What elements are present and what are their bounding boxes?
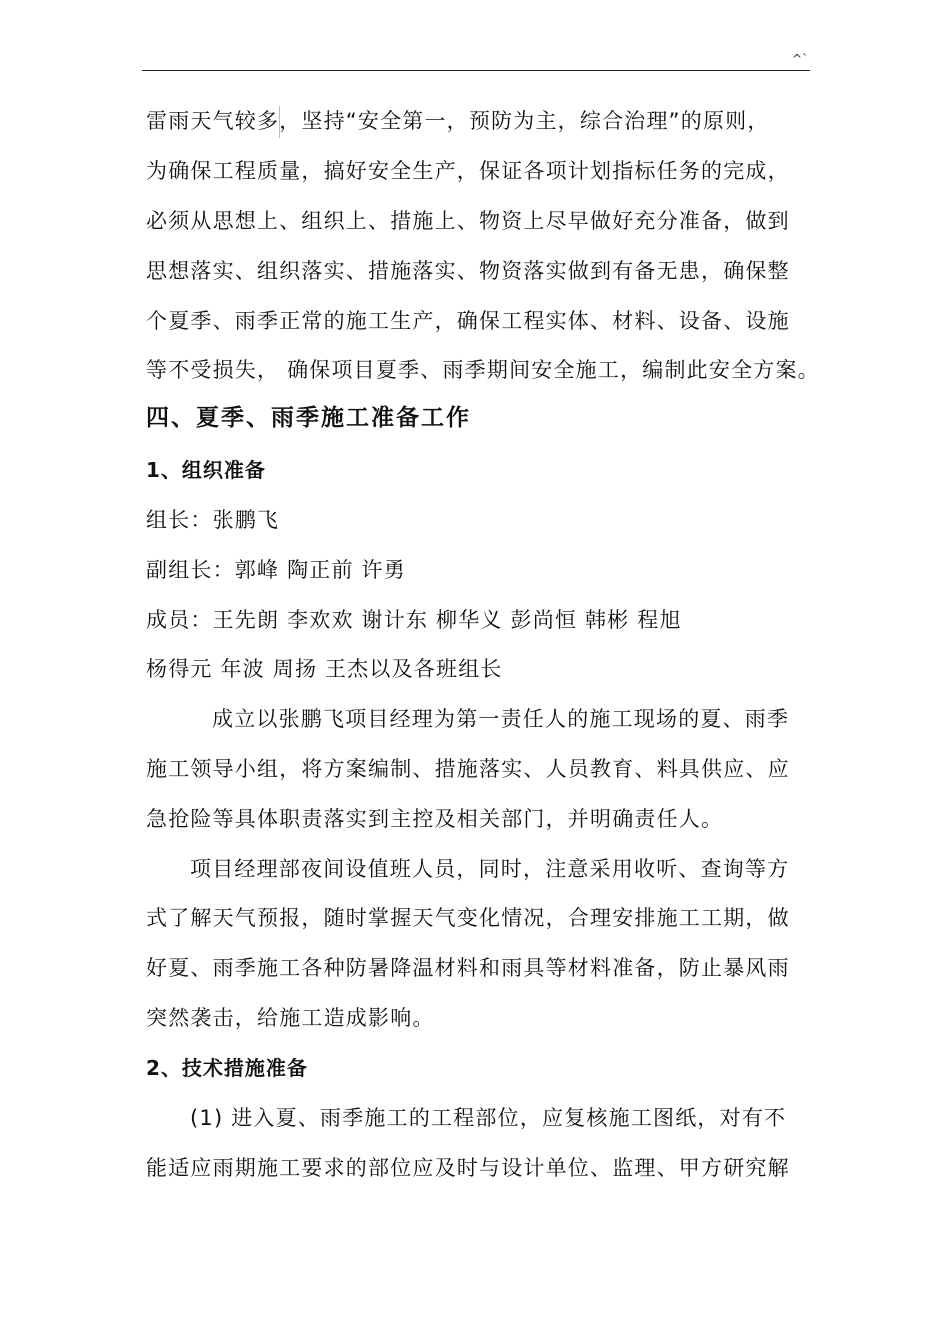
team-members-line-1: 成员：王先朗 李欢欢 谢计东 柳华义 彭尚恒 韩彬 程旭 — [146, 608, 682, 632]
body-line-1: 雷雨天气较多，坚持“安全第一，预防为主，综合治理”的原则， — [146, 109, 770, 133]
team-members-line-2: 杨得元 年波 周扬 王杰以及各班组长 — [146, 657, 503, 681]
body-line-6: 等不受损失， 确保项目夏季、雨季期间安全施工，编制此安全方案。 — [146, 358, 820, 382]
para1-line-3: 急抢险等具体职责落实到主控及相关部门，并明确责任人。 — [146, 807, 724, 831]
subsection-heading-1: 1、组织准备 — [146, 458, 266, 482]
team-leader: 组长：张鹏飞 — [146, 508, 280, 532]
para2-line-2: 式了解天气预报，随时掌握天气变化情况，合理安排施工工期，做 — [146, 906, 790, 930]
header-mark: ^` — [792, 52, 809, 66]
para2-line-4: 突然袭击，给施工造成影响。 — [146, 1006, 435, 1030]
para1-line-2: 施工领导小组，将方案编制、措施落实、人员教育、料具供应、应 — [146, 757, 790, 781]
body-line-4: 思想落实、组织落实、措施落实、物资落实做到有备无患，确保整 — [146, 259, 790, 283]
body-line-2: 为确保工程质量，搞好安全生产，保证各项计划指标任务的完成， — [146, 159, 790, 183]
tech-para-line-1: (1) 进入夏、雨季施工的工程部位，应复核施工图纸，对有不 — [190, 1106, 787, 1130]
subsection-heading-2: 2、技术措施准备 — [146, 1056, 308, 1080]
tech-para-line-2: 能适应雨期施工要求的部位应及时与设计单位、监理、甲方研究解 — [146, 1156, 790, 1180]
para2-line-1: 项目经理部夜间设值班人员，同时，注意采用收听、查询等方 — [190, 857, 790, 881]
body-line-5: 个夏季、雨季正常的施工生产，确保工程实体、材料、设备、设施 — [146, 309, 790, 333]
body-line-3: 必须从思想上、组织上、措施上、物资上尽早做好充分准备，做到 — [146, 209, 790, 233]
section-heading-4: 四、夏季、雨季施工准备工作 — [146, 405, 471, 431]
para1-line-1: 成立以张鹏飞项目经理为第一责任人的施工现场的夏、雨季 — [212, 707, 790, 731]
para2-line-3: 好夏、雨季施工各种防暑降温材料和雨具等材料准备，防止暴风雨 — [146, 956, 790, 980]
team-deputy: 副组长：郭峰 陶正前 许勇 — [146, 558, 406, 582]
header-rule — [142, 70, 810, 71]
